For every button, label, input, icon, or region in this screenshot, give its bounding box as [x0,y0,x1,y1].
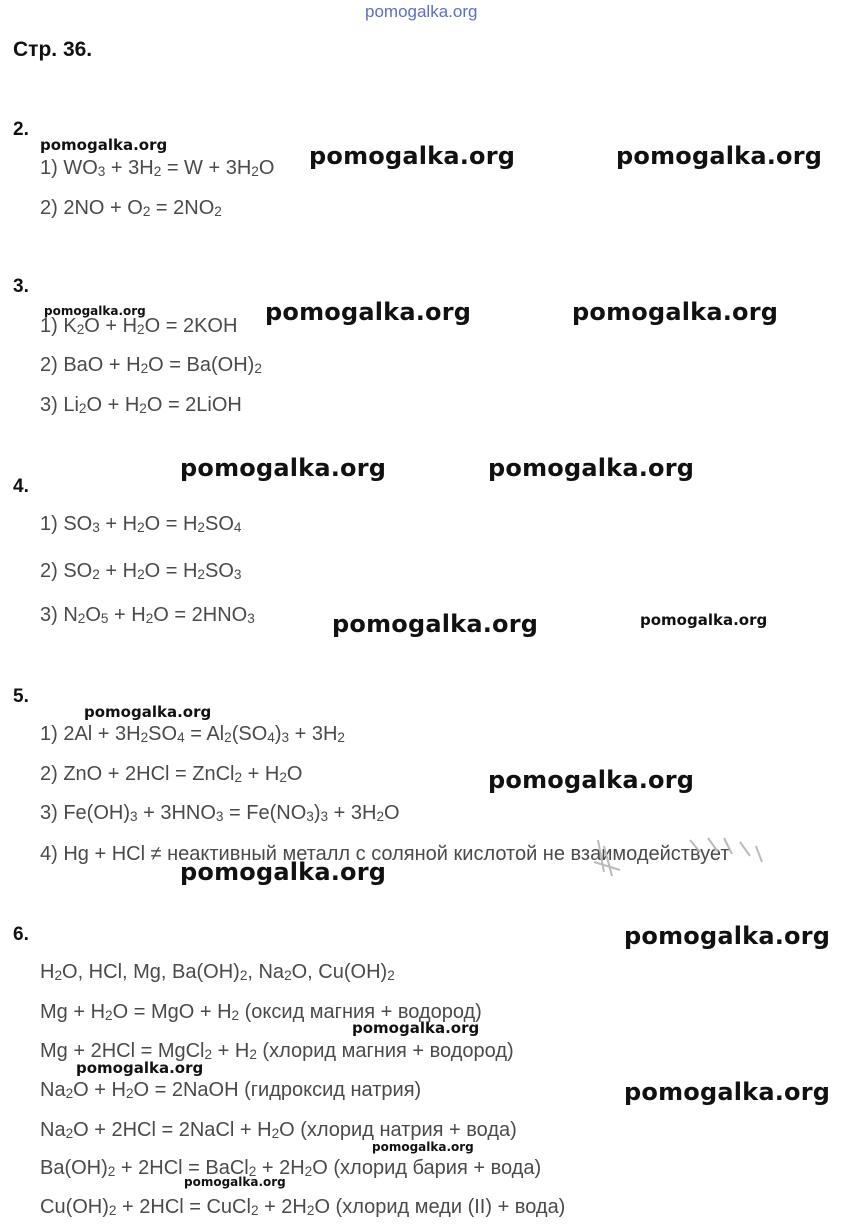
watermark: pomogalka.org [488,454,695,482]
watermark: pomogalka.org [180,858,387,886]
task-2-equation-1: 1) $WO_3 + 3H_2 = W + 3H_2O$ [40,157,275,180]
task-4-equation-2: 2) $SO_2 + H_2O = H_2SO_3$ [40,560,242,583]
task-3-equation-2: 2) BaO + $H_2O = Ba(OH)_2$ [40,354,262,377]
watermark: pomogalka.org [332,610,539,638]
watermark: pomogalka.org [572,298,779,326]
watermark: pomogalka.org [352,1019,480,1037]
task-6-equation-5: $Ba(OH)_2 + 2HCl$ = BaCl$_2$ + $2H_2O$ (хлорид бария + вода) [40,1157,542,1180]
watermark: pomogalka.org [624,922,831,950]
watermark: pomogalka.org [488,766,695,794]
scan-artifact [590,832,770,882]
watermark: pomogalka.org [616,142,823,170]
task-6-number: 6. [13,924,29,945]
task-4-equation-3: 3) $N_2O_5 + H_2O = 2HNO_3$ [40,604,255,627]
task-5-equation-4: 4) Hg + HCl ≠ неактивный металл с соляной кислотой не взаимодействует [40,843,730,865]
task-4-number: 4. [13,476,29,497]
task-3-equation-1: 1) $K_2O + H_2O = 2KOH$ [40,315,238,338]
watermark: pomogalka.org [265,298,472,326]
task-2-number: 2. [13,119,29,140]
watermark: pomogalka.org [40,136,168,154]
watermark: pomogalka.org [180,454,387,482]
watermark: pomogalka.org [44,304,146,318]
task-6-equation-4: $Na_2O + 2HCl$ = 2NaCl + $H_2O$ (хлорид натрия + вода) [40,1119,517,1142]
task-6-equation-3: $Na_2O + H_2O$ = 2NaOH (гидроксид натрия) [40,1079,422,1102]
task-4-equation-1: 1) $SO_3 + H_2O = H_2SO_4$ [40,513,242,536]
watermark: pomogalka.org [309,142,516,170]
watermark: pomogalka.org [184,1175,286,1189]
task-3-equation-3: 3) $Li_2O + H_2O$ = 2LiOH [40,394,242,417]
task-2-equation-2: 2) $2NO + O_2 = 2NO_2$ [40,197,222,220]
task-5-equation-1: 1) $2Al + 3H_2SO_4 = Al_2(SO_4)_3 + 3H_2$ [40,723,345,746]
watermark: pomogalka.org [76,1059,204,1077]
watermark: pomogalka.org [624,1078,831,1106]
task-6-substances: $H_2O$, HCl, Mg, $Ba(OH)_2$, $Na_2O$, $Cu(OH)_2$ [40,961,395,984]
watermark: pomogalka.org [640,611,768,629]
task-5-number: 5. [13,686,29,707]
task-5-equation-3: 3) $Fe(OH)_3 + 3HNO_3 = Fe(NO_3)_3 + 3H_2O$ [40,802,400,825]
watermark: pomogalka.org [84,703,212,721]
task-5-equation-2: 2) ZnO + 2HCl = ZnCl$_2$ + $H_2O$ [40,763,303,786]
page-title: Стр. 36. [13,38,93,61]
watermark: pomogalka.org [372,1140,474,1154]
header-watermark: pomogalka.org [365,2,478,21]
task-3-number: 3. [13,276,29,297]
task-6-equation-6: $Cu(OH)_2 + 2HCl$ = CuCl$_2$ + $2H_2O$ (хлорид меди (II) + вода) [40,1196,566,1219]
task-6-equation-1: $Mg + H_2O$ = MgO + $H_2$ (оксид магния + водород) [40,1001,482,1024]
task-6-equation-2: Mg + 2HCl = MgCl$_2$ + $H_2$ (хлорид магния + водород) [40,1040,514,1063]
